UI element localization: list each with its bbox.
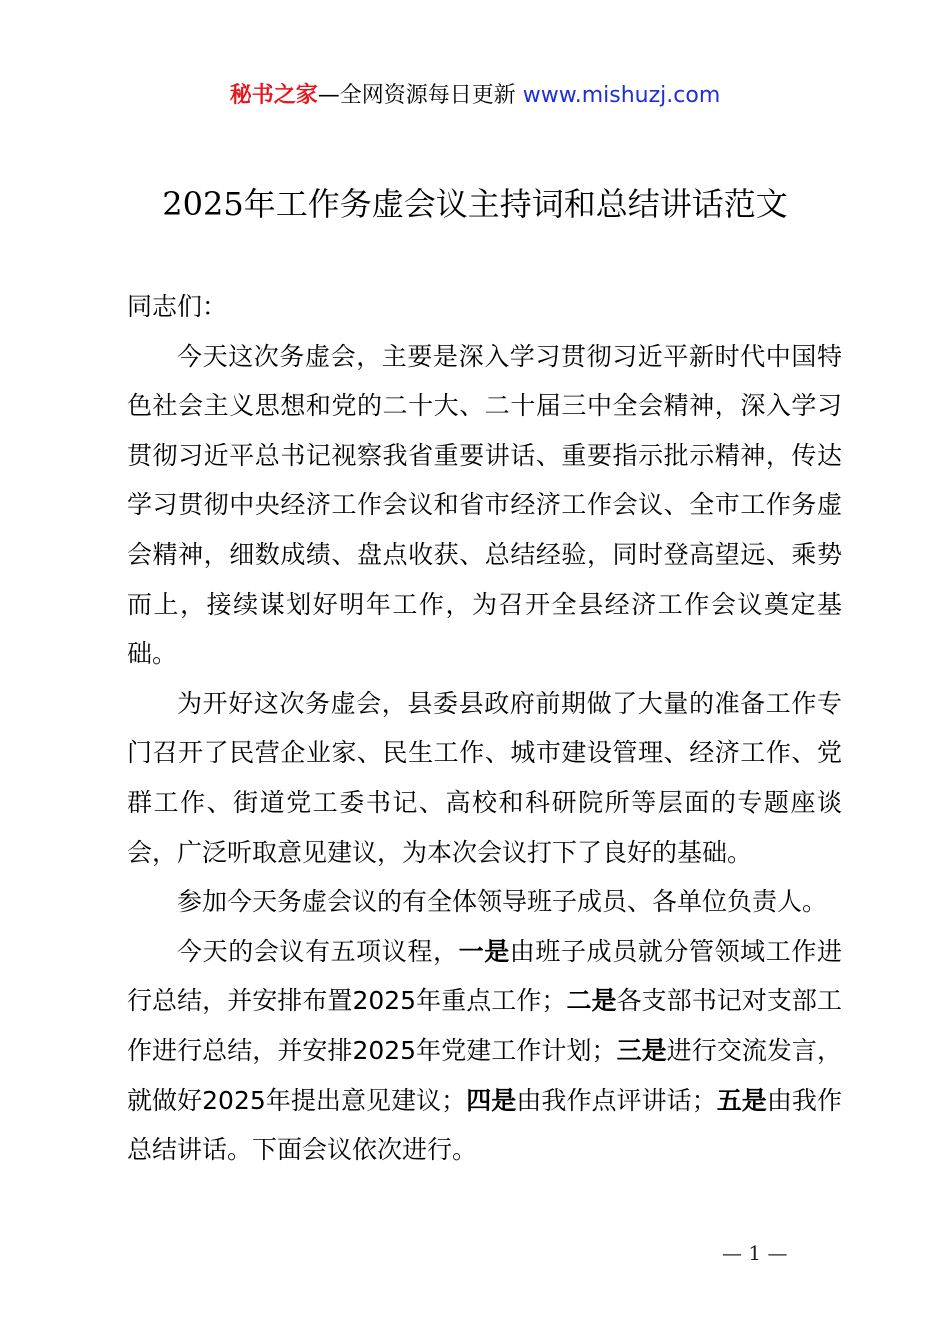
agenda-item-3-text: 进行交流发言，就做好2025年提出意见建议； <box>127 1035 842 1115</box>
agenda-item-5-label: 五是 <box>716 1085 767 1115</box>
agenda-paragraph <box>127 927 842 1175</box>
agenda-item-3-label: 三是 <box>616 1035 667 1065</box>
site-url-link[interactable]: www.mishuzj.com <box>522 83 721 108</box>
document-body <box>127 282 842 1175</box>
agenda-item-4-label: 四是 <box>466 1085 517 1115</box>
site-brand: 秘书之家 <box>229 83 318 108</box>
document-title: 2025年工作务虚会议主持词和总结讲话范文 <box>162 185 788 223</box>
agenda-item-2-text: 各支部书记对支部工作进行总结，并安排2025年党建工作计划； <box>127 986 842 1065</box>
salutation: 同志们： <box>127 292 228 321</box>
site-header <box>0 80 950 112</box>
agenda-item-1-text: 由班子成员就分管领域工作进行总结，并安排布置2025年重点工作； <box>127 936 842 1016</box>
paragraph-3: 参加今天务虚会议的有全体领导班子成员、各单位负责人。 <box>177 887 828 917</box>
agenda-intro: 今天的会议有五项议程， <box>177 936 459 966</box>
site-slogan: —全网资源每日更新 <box>317 83 516 108</box>
agenda-item-2-label: 二是 <box>566 986 617 1016</box>
agenda-item-1-label: 一是 <box>458 936 510 966</box>
page-number: — 1 — <box>722 1241 788 1265</box>
agenda-item-4-text: 由我作点评讲话； <box>516 1085 717 1115</box>
paragraph-1: 今天这次务虚会，主要是深入学习贯彻习近平新时代中国特色社会主义思想和党的二十大、二十届三中全会精神，深入学习贯彻习近平总书记视察我省重要讲话、重要指示批示精神，传达学习贯彻中央经济工作会议和省市经济工作会议、全市工作务虚会精神，细数成绩、盘点收获、总结经验，同时登高望远、乘势而上，接续谋划好明年工作，为召开全县经济工作会议奠定基础。 <box>127 341 842 669</box>
agenda-item-5-text: 由我作总结讲话。下面会议依次进行。 <box>127 1085 842 1165</box>
paragraph-2: 为开好这次务虚会，县委县政府前期做了大量的准备工作专门召开了民营企业家、民生工作、城市建设管理、经济工作、党群工作、街道党工委书记、高校和科研院所等层面的专题座谈会，广泛听取意见建议，为本次会议打下了良好的基础。 <box>127 688 842 867</box>
